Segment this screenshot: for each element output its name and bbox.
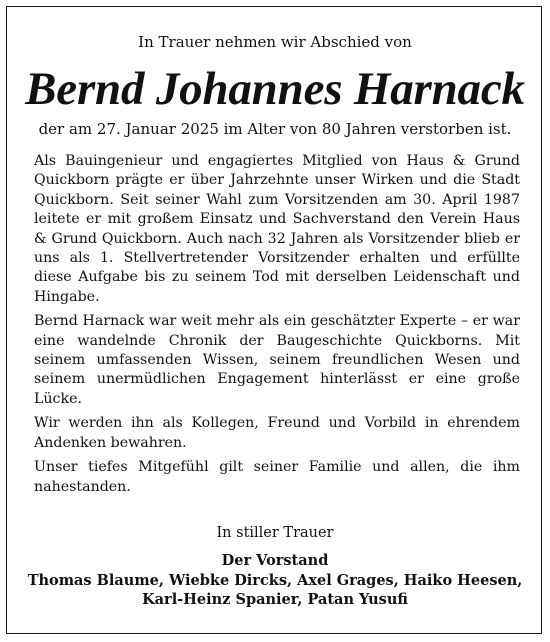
signer-names-line-1: Thomas Blaume, Wiebke Dircks, Axel Grages, Haiko Heesen, — [27, 571, 523, 589]
paragraph-condolence: Unser tiefes Mitgefühl gilt seiner Familie und allen, die ihm nahestanden. — [34, 459, 520, 495]
obituary-text — [34, 152, 520, 502]
paragraph-career: Als Bauingenieur und engagiertes Mitglied von Haus & Grund Quickborn prägte er über Jahrzehnte unser Wirken und die Stadt Quickborn. Seit seiner Wahl zum Vorsitzenden am 30. April 1987 leitete er mit großem Einsatz und Sachverstand den Verein Haus & Grund Quickborn. Auch nach 32 Jahren als Vorsitzender blieb er uns als 1. Stellvertretender Vorsitzender erhalten und erfüllte diese Aufgabe bis zu seinem Tod mit derselben Leidenschaft und Hingabe. — [34, 153, 520, 305]
deceased-name: Bernd Johannes Harnack — [25, 63, 525, 115]
death-date-line: der am 27. Januar 2025 im Alter von 80 Jahren verstorben ist. — [38, 120, 512, 138]
signer-names-line-2: Karl-Heinz Spanier, Patan Yusufi — [142, 591, 408, 609]
signer-group: Der Vorstand — [221, 552, 329, 569]
paragraph-remembrance: Wir werden ihn als Kollegen, Freund und Vorbild in ehrendem Andenken bewahren. — [34, 415, 520, 451]
intro-line: In Trauer nehmen wir Abschied von — [138, 33, 412, 51]
closing-line: In stiller Trauer — [216, 525, 334, 541]
paragraph-legacy: Bernd Harnack war weit mehr als ein geschätzter Experte – er war eine wandelnde Chronik der Baugeschichte Quickborns. Mit seinem umfassenden Wissen, seinem freundlichen Wesen und seinem unermüdlichen Engagement hinterlässt er eine große Lücke. — [34, 313, 520, 407]
signers-block — [0, 551, 550, 610]
